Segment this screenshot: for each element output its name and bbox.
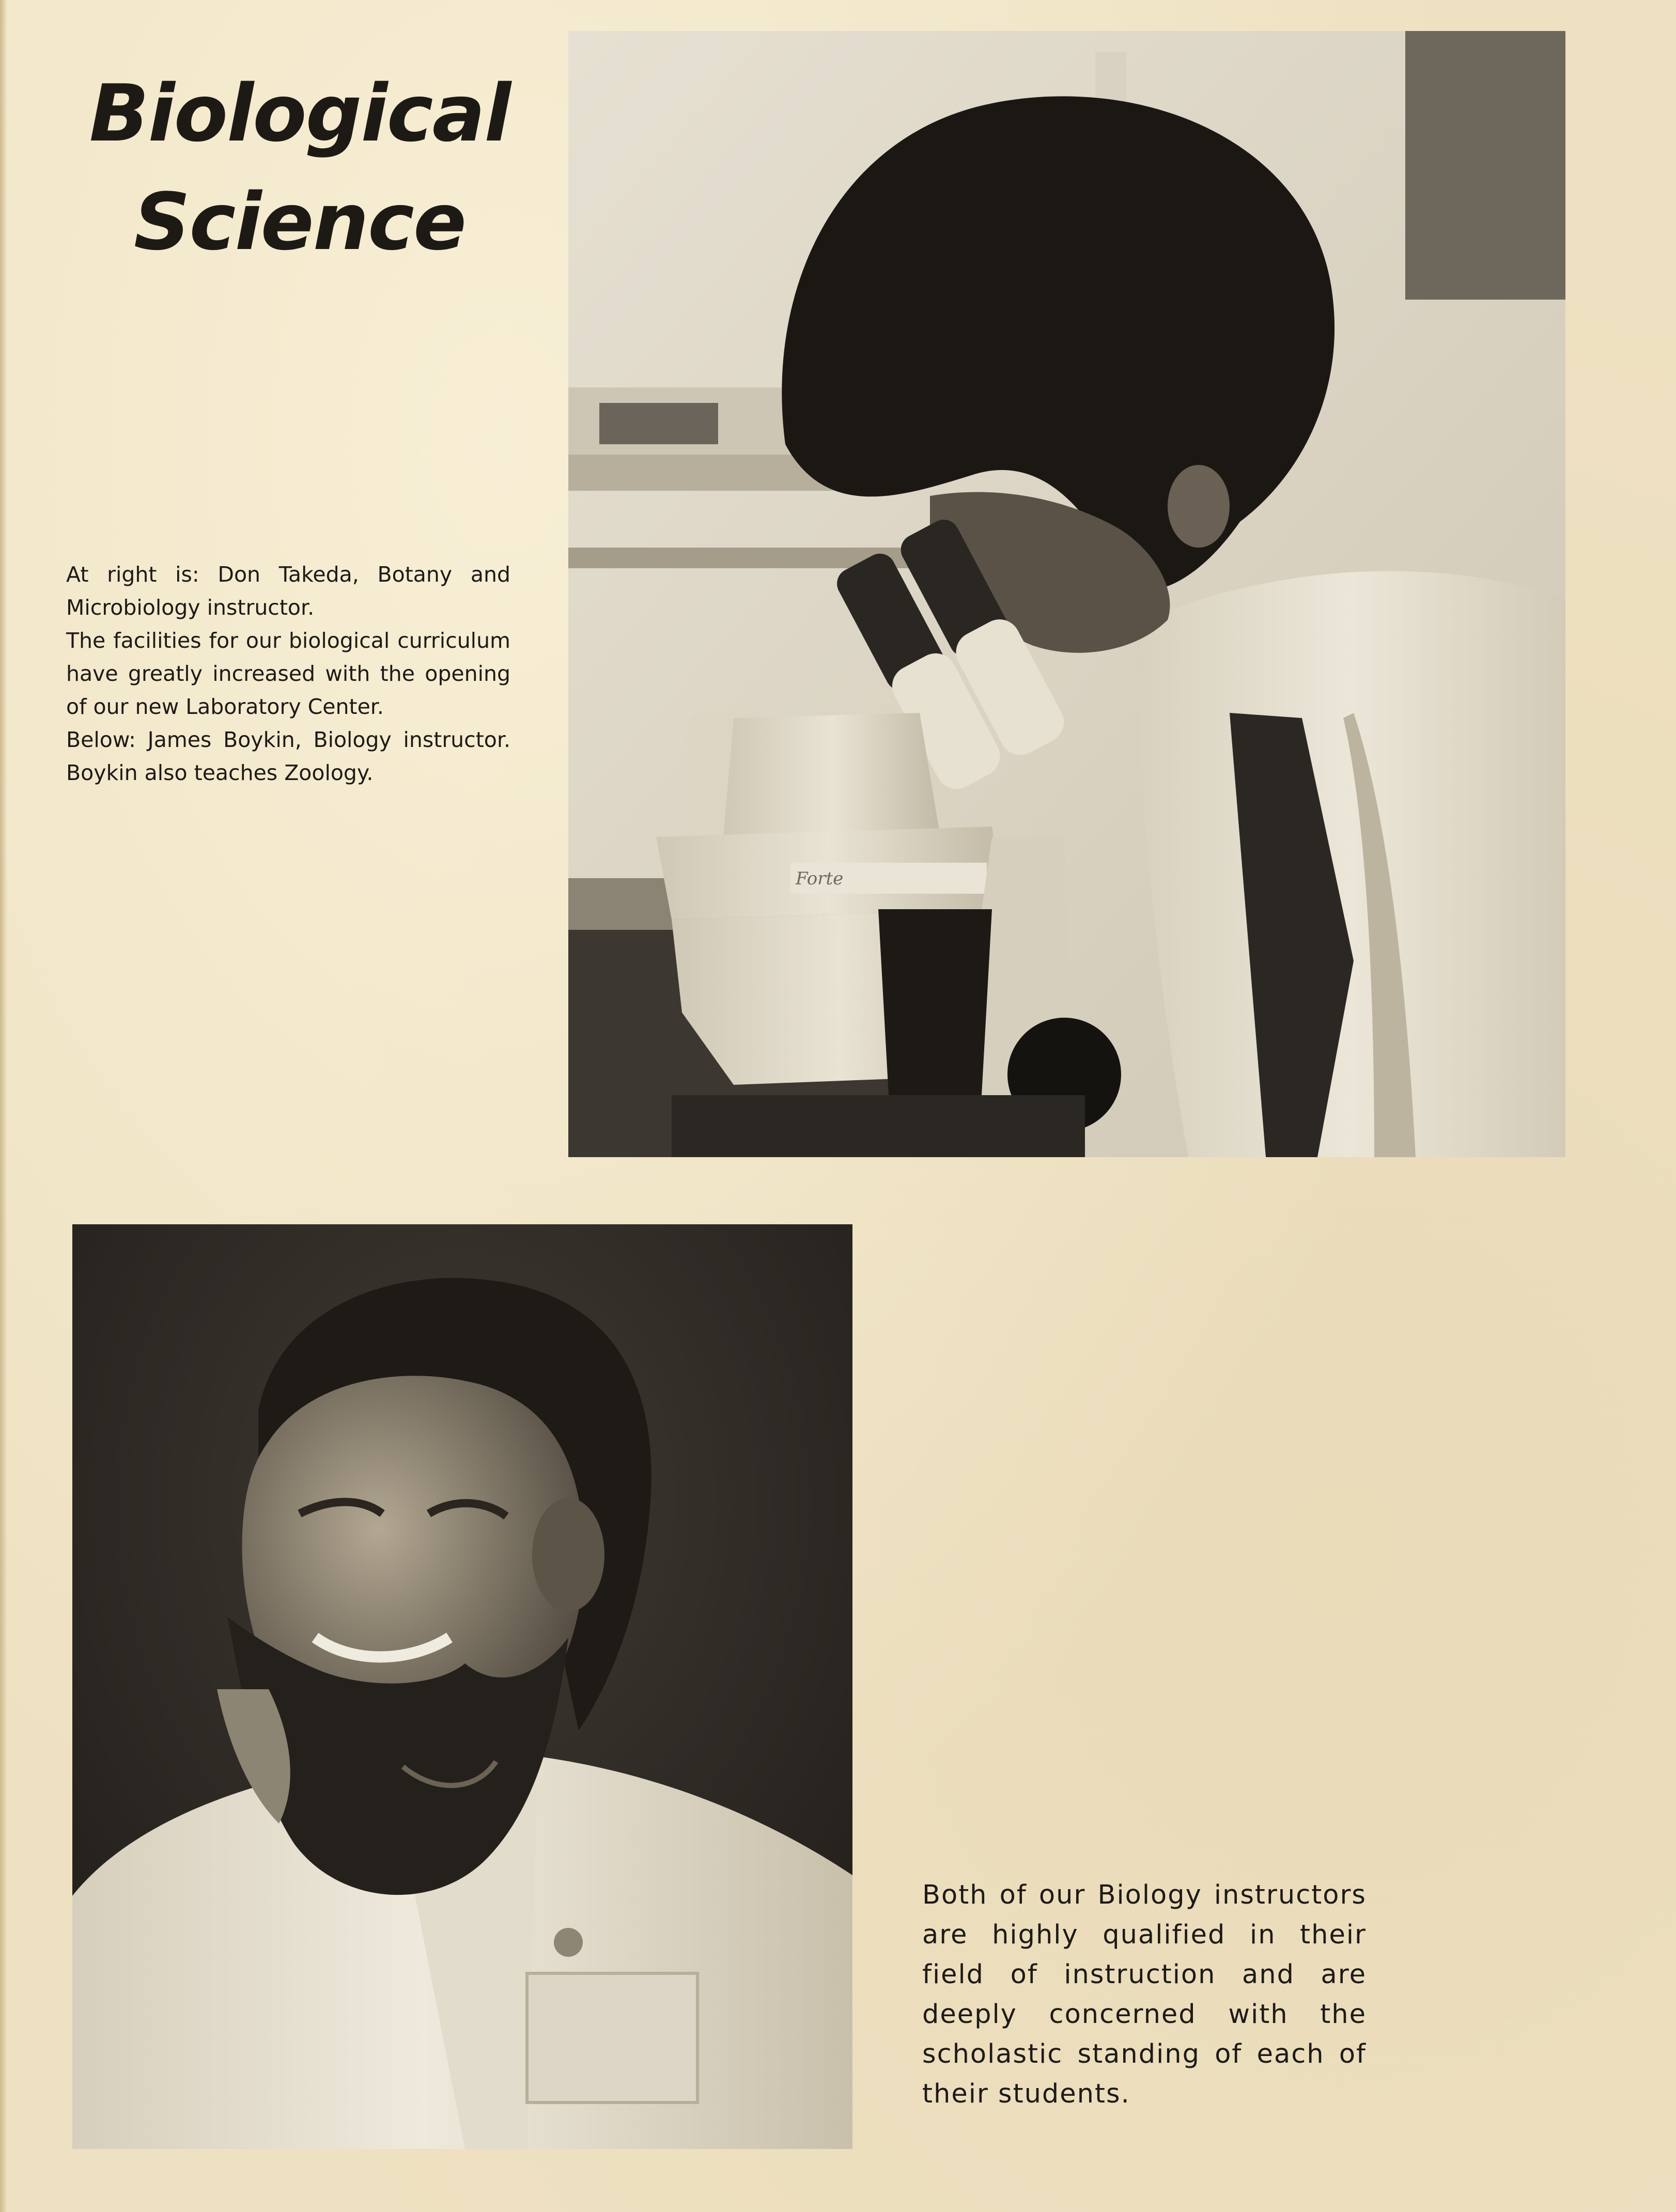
top-caption <box>66 558 510 789</box>
top-caption-line-1: At right is: Don Takeda, Botany and Microbiology instructor. <box>66 562 510 620</box>
bottom-caption <box>922 1875 1367 2114</box>
page-binding-edge <box>0 0 7 2212</box>
microscope-photo-image <box>568 31 1565 1157</box>
page-title-line-2: Science <box>133 176 466 268</box>
bottom-caption-text: Both of our Biology instructors are highly qualified in their field of instruction and are deeply concerned with the scholastic standing of each of their students. <box>922 1880 1367 2109</box>
microscope-brand-label: Forte <box>796 868 844 889</box>
page-title <box>77 59 522 276</box>
page-title-line-1: Biological <box>89 68 510 159</box>
top-caption-line-2: The facilities for our biological curriculum have greatly increased with the opening of our new Laboratory Center. <box>66 628 510 719</box>
top-caption-line-3: Below: James Boykin, Biology instructor. Boykin also teaches Zoology. <box>66 727 510 785</box>
bearded-instructor-photo-image <box>72 1224 852 2149</box>
microscope-photo <box>568 31 1565 1157</box>
bearded-instructor-photo <box>72 1224 852 2149</box>
